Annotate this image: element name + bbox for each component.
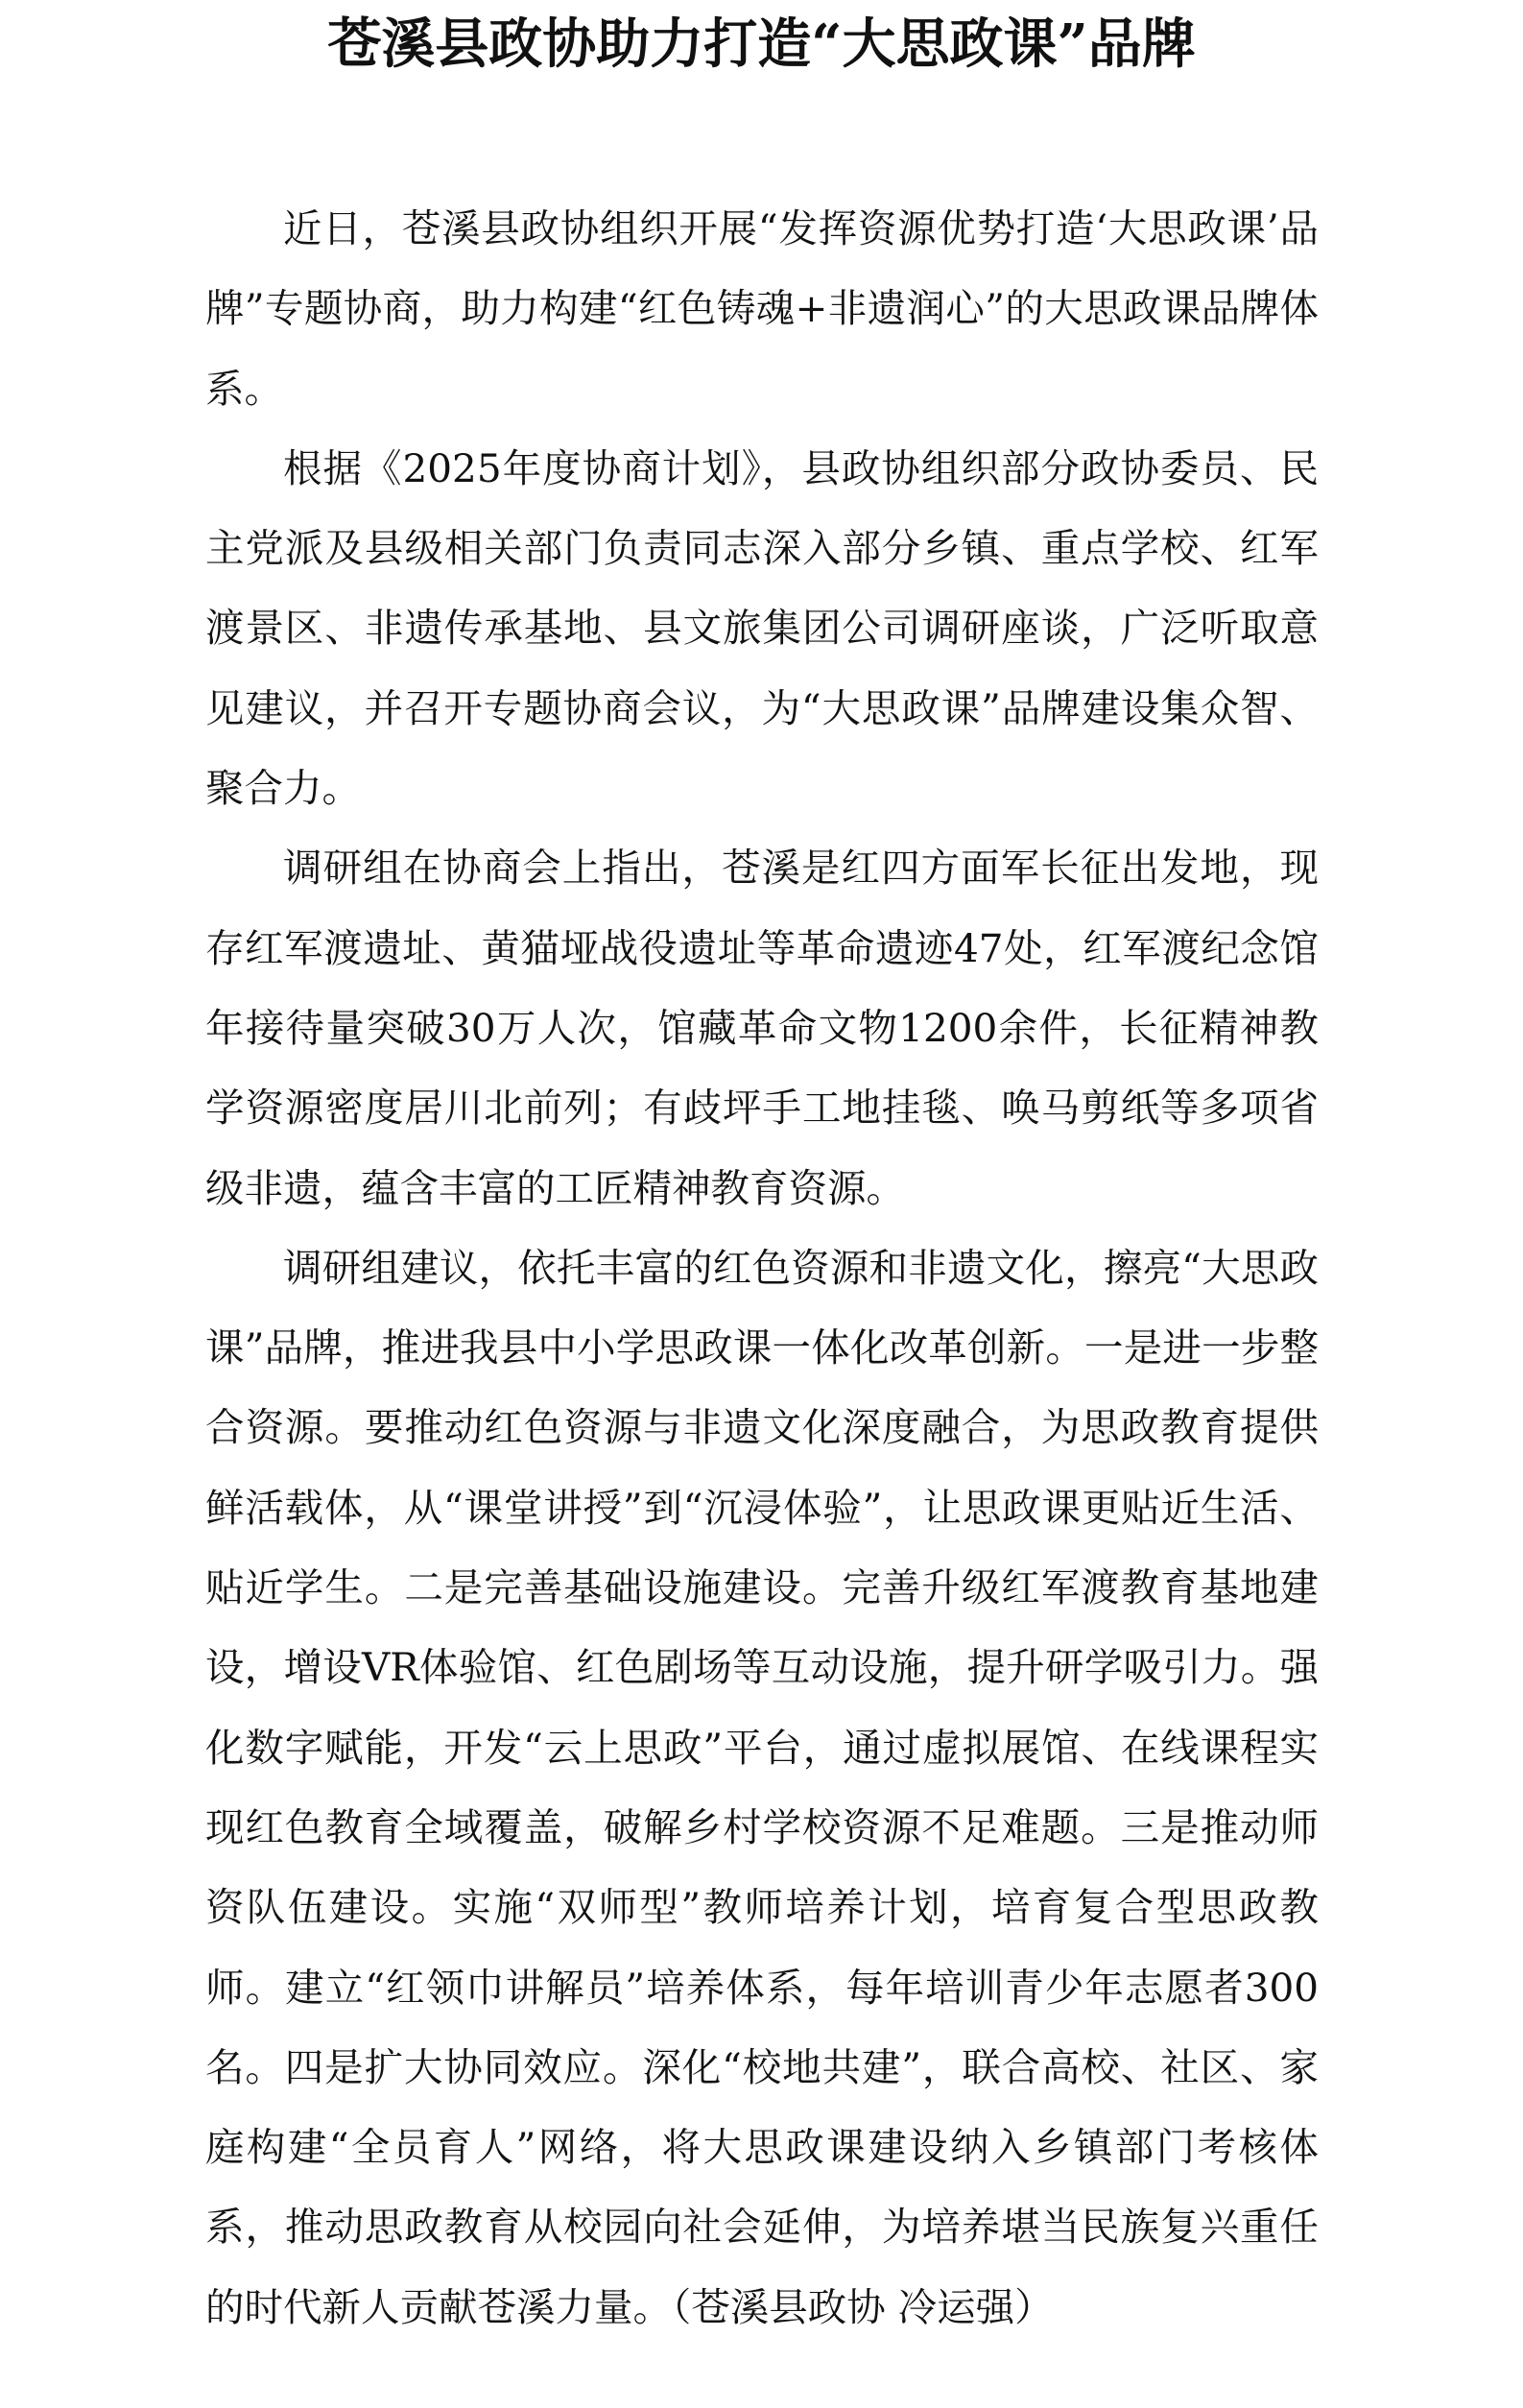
- paragraph-findings: 调研组在协商会上指出，苍溪是红四方面军长征出发地，现存红军渡遗址、黄猫垭战役遗址等革命遗迹47处，红军渡纪念馆年接待量突破30万人次，馆藏革命文物1200余件，长征精神教学资源密度居川北前列；有歧坪手工地挂毯、唤马剪纸等多项省级非遗，蕴含丰富的工匠精神教育资源。: [205, 845, 1319, 1211]
- paragraph-suggestions: 调研组建议，依托丰富的红色资源和非遗文化，擦亮“大思政课”品牌，推进我县中小学思政课一体化改革创新。一是进一步整合资源。要推动红色资源与非遗文化深度融合，为思政教育提供鲜活载体，从“课堂讲授”到“沉浸体验”，让思政课更贴近生活、贴近学生。二是完善基础设施建设。完善升级红军渡教育基地建设，增设VR体验馆、红色剧场等互动设施，提升研学吸引力。强化数字赋能，开发“云上思政”平台，通过虚拟展馆、在线课程实现红色教育全域覆盖，破解乡村学校资源不足难题。三是推动师资队伍建设。实施“双师型”教师培养计划，培育复合型思政教师。建立“红领巾讲解员”培养体系，每年培训青少年志愿者300名。四是扩大协同效应。深化“校地共建”，联合高校、社区、家庭构建“全员育人”网络，将大思政课建设纳入乡镇部门考核体系，推动思政教育从校园向社会延伸，为培养堪当民族复兴重任的时代新人贡献苍溪力量。（苍溪县政协 冷运强）: [205, 1244, 1319, 2330]
- article-title: 苍溪县政协助力打造“大思政课”品牌: [327, 12, 1196, 76]
- paragraph-intro: 近日，苍溪县政协组织开展“发挥资源优势打造‘大思政课’品牌”专题协商，助力构建“红色铸魂+非遗润心”的大思政课品牌体系。: [205, 205, 1319, 412]
- article-body: [205, 189, 1319, 2348]
- paragraph-research: 根据《2025年度协商计划》，县政协组织部分政协委员、民主党派及县级相关部门负责同志深入部分乡镇、重点学校、红军渡景区、非遗传承基地、县文旅集团公司调研座谈，广泛听取意见建议，并召开专题协商会议，为“大思政课”品牌建设集众智、聚合力。: [205, 444, 1319, 812]
